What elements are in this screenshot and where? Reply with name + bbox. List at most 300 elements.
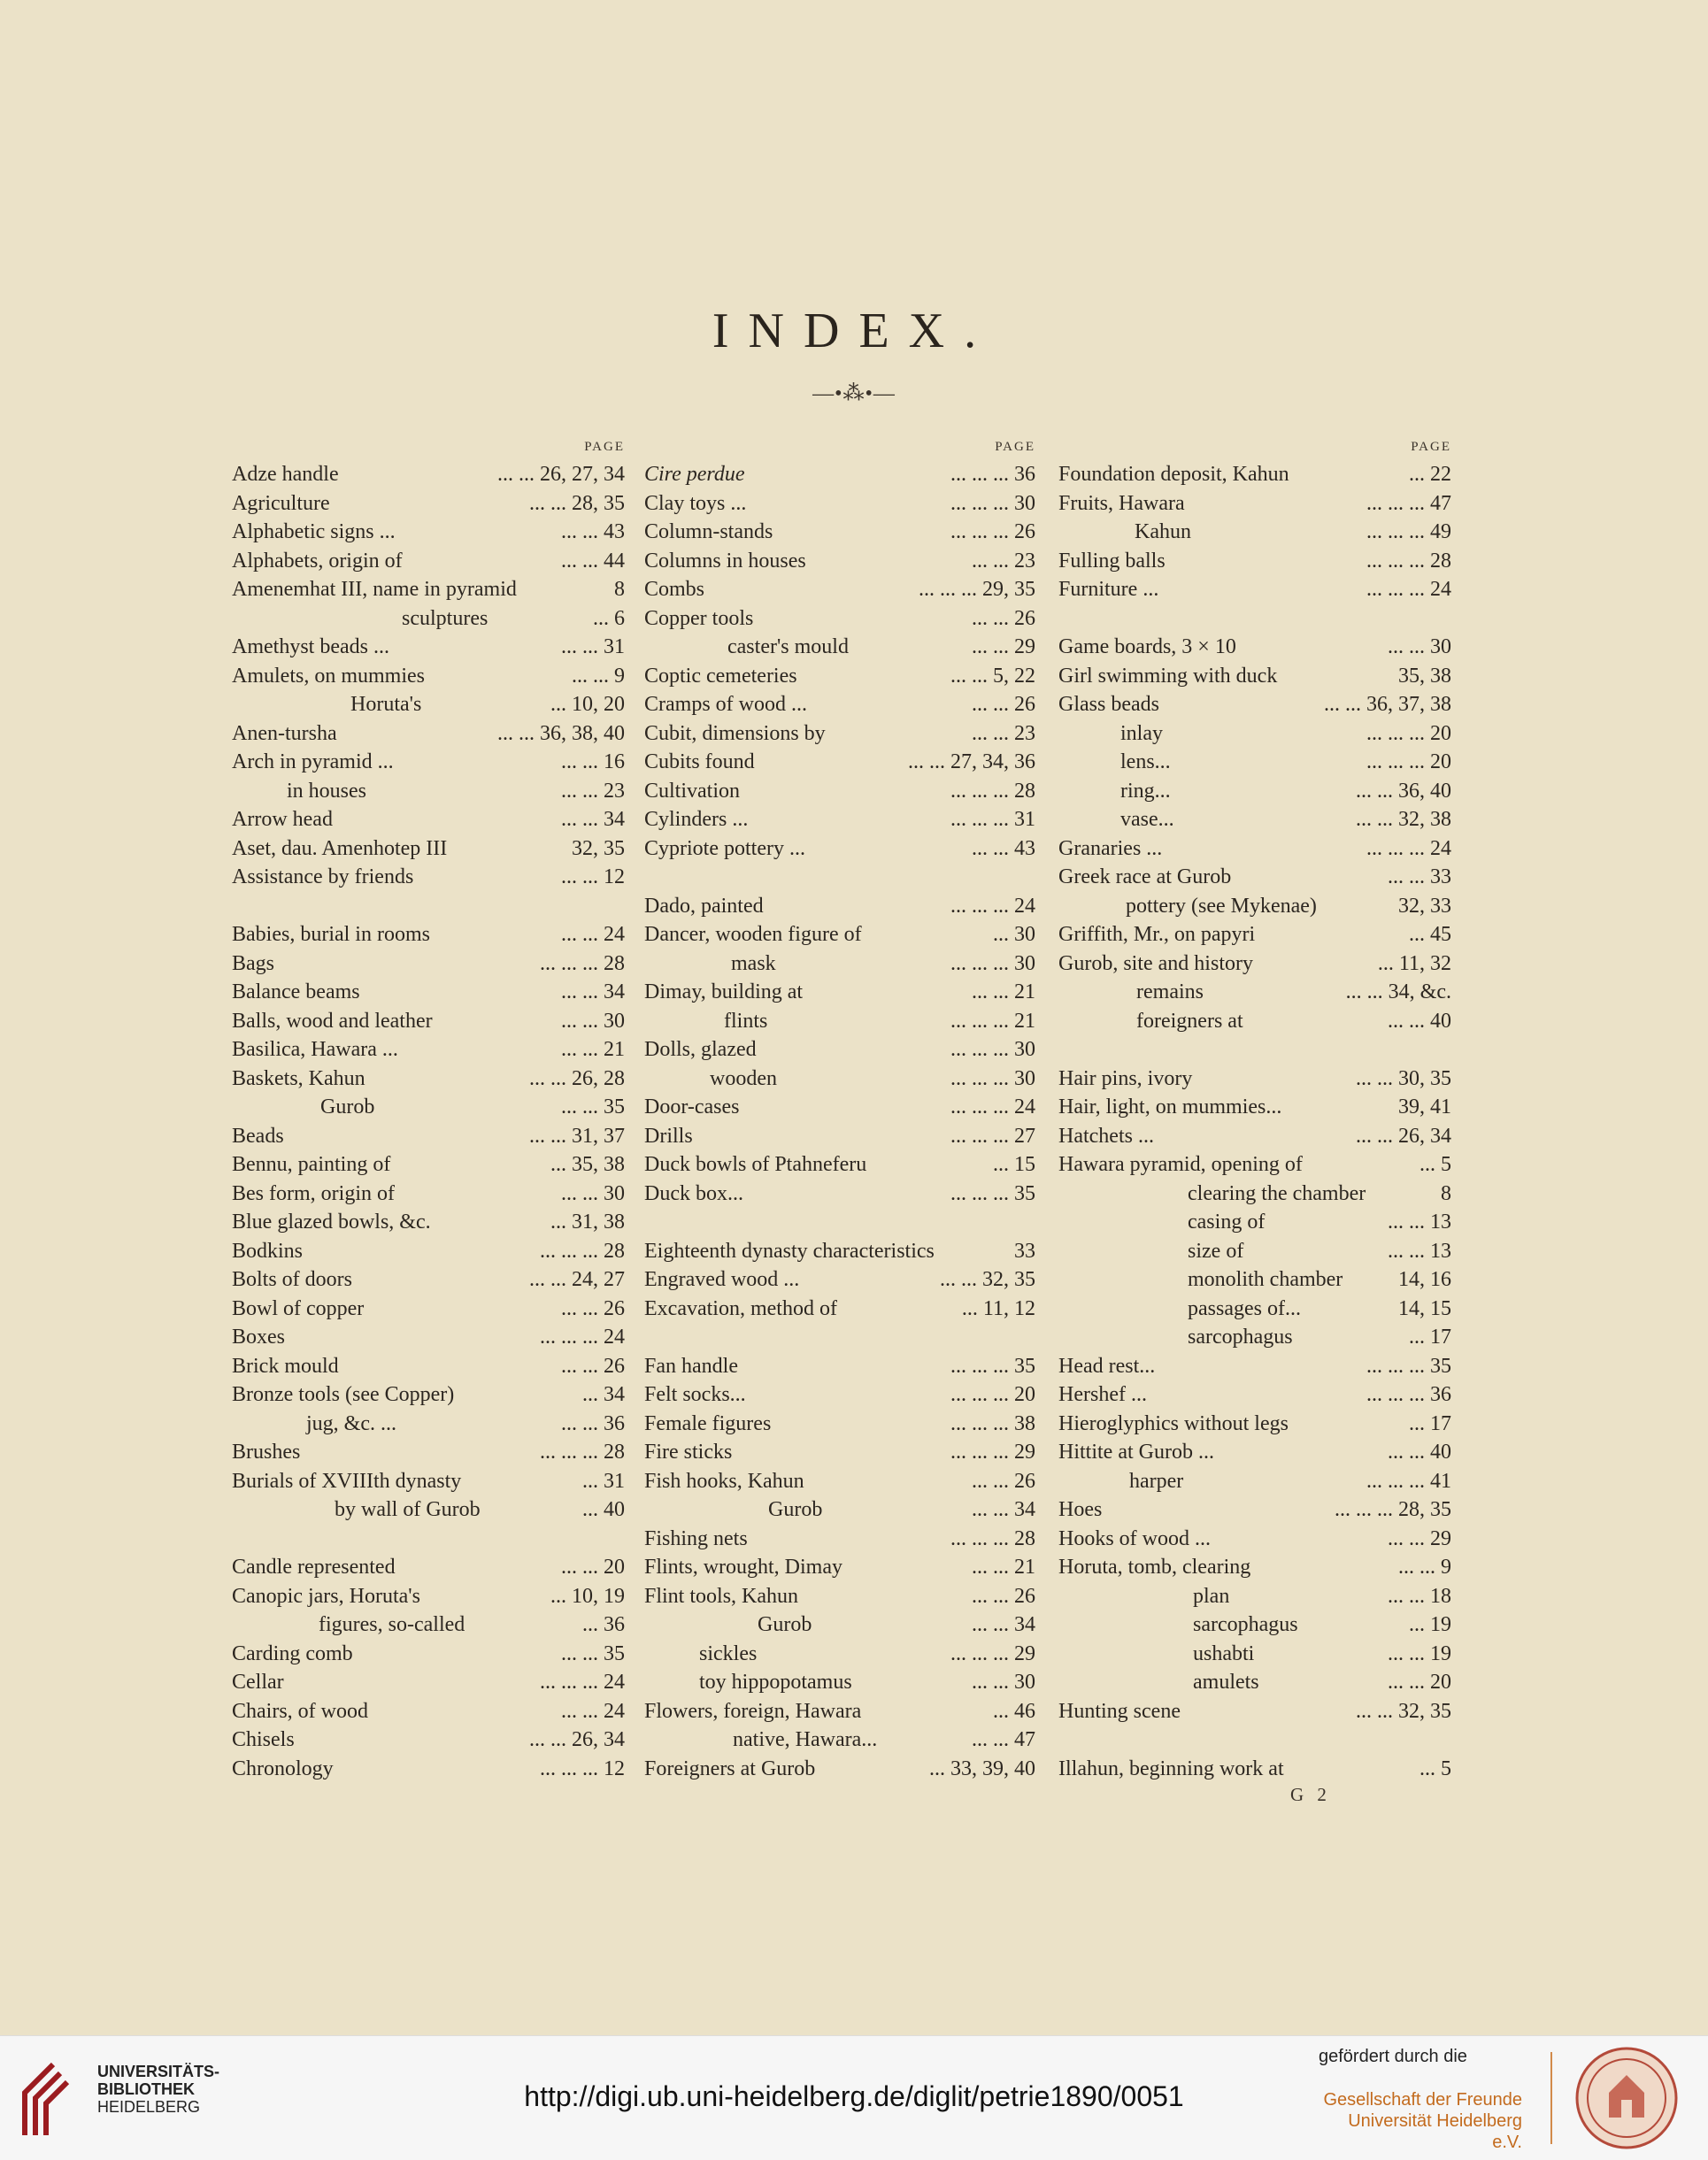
index-entry [232,1093,625,1122]
index-entry [1058,690,1451,719]
index-term: Combs [644,578,705,601]
index-term: vase... [1120,808,1174,831]
index-term: Amulets, on mummies [232,664,425,688]
index-entry [1058,1237,1451,1266]
index-page-numbers: 32, 35 [572,836,625,860]
index-page-numbers: ... ... 26 [972,1584,1035,1608]
index-entry [232,1295,625,1324]
index-term: size of [1188,1239,1244,1263]
index-term: Hunting scene [1058,1699,1181,1723]
index-term: Bolts of doors [232,1268,353,1291]
index-page-numbers: ... ... 26, 27, 34 [497,463,625,486]
index-page-numbers: ... ... 44 [561,549,625,573]
index-entry [232,1237,625,1266]
index-entry [232,690,625,719]
index-page-numbers: ... ... 18 [1388,1584,1451,1608]
index-spacer [644,1208,1035,1237]
index-page-numbers: ... ... 23 [972,549,1035,573]
index-term: Gurob, site and history [1058,951,1253,975]
index-entry [644,1553,1035,1582]
index-term: Balls, wood and leather [232,1009,433,1033]
document-url-link[interactable]: http://digi.ub.uni-heidelberg.de/diglit/petrie1890/0051 [524,2080,1184,2112]
index-entry [232,633,625,662]
index-term: clearing the chamber [1188,1181,1366,1205]
index-page-numbers: ... ... 23 [561,779,625,803]
index-entry [1058,1208,1451,1237]
index-term: Drills [644,1124,693,1148]
index-entry [232,1323,625,1352]
index-page-numbers: ... ... 31 [561,635,625,658]
index-term: Door-cases [644,1095,740,1118]
index-term: Fruits, Hawara [1058,491,1185,515]
index-page-numbers: ... ... ... 36 [1366,1383,1451,1406]
index-page-numbers: ... ... 36, 37, 38 [1324,693,1451,716]
index-term: Beads [232,1124,284,1148]
index-entry [1058,1380,1451,1410]
index-page-numbers: ... ... ... 30 [950,951,1035,975]
index-spacer [1058,1035,1451,1065]
index-entry [644,1065,1035,1094]
index-page-numbers: ... ... ... 28 [950,779,1035,803]
index-entry [232,1640,625,1669]
index-entry [232,978,625,1007]
index-page-numbers: ... ... ... 29, 35 [919,578,1035,601]
society-name-line2: Universität Heidelberg e.V. [1348,2111,1522,2152]
index-term: amulets [1193,1671,1259,1694]
index-page-numbers: ... ... 26 [972,606,1035,630]
index-term: inlay [1120,721,1163,745]
index-page-numbers: ... 10, 19 [550,1584,625,1608]
index-term: native, Hawara... [733,1728,878,1751]
index-entry [1058,1352,1451,1381]
index-page-numbers: ... ... 21 [972,1556,1035,1579]
index-term: Felt socks... [644,1383,746,1406]
index-entry [232,460,625,489]
index-term: Granaries ... [1058,836,1163,860]
index-term: Glass beads [1058,693,1159,716]
index-page-numbers: ... ... 36, 38, 40 [497,721,625,745]
index-page-numbers: ... ... 43 [972,836,1035,860]
index-entry [232,777,625,806]
index-term: Coptic cemeteries [644,664,797,688]
index-page-numbers: ... ... 31, 37 [529,1124,625,1148]
index-term: Clay toys ... [644,491,747,515]
index-page-numbers: ... ... 35 [561,1641,625,1665]
index-term: Babies, burial in rooms [232,923,430,946]
index-term: mask [731,951,776,975]
library-name-line3: HEIDELBERG [97,2098,201,2116]
index-page-numbers: ... 17 [1409,1326,1451,1349]
index-entry [644,978,1035,1007]
index-term: Column-stands [644,520,773,543]
index-page-numbers: ... 22 [1409,463,1451,486]
index-page-numbers: ... ... 27, 34, 36 [908,750,1035,773]
index-page-numbers: ... ... 30, 35 [1356,1066,1451,1090]
index-entries [1058,460,1451,1783]
index-entry [644,1697,1035,1726]
index-column-2 [644,434,1035,1783]
index-term: Hoes [1058,1498,1103,1521]
index-term: Boxes [232,1326,285,1349]
index-term: Cylinders ... [644,808,749,831]
index-entry [1058,460,1451,489]
index-page-numbers: ... ... ... 26 [950,520,1035,543]
index-entry [1058,892,1451,921]
index-term: Bodkins [232,1239,304,1263]
index-entry [232,834,625,864]
index-entry [1058,1610,1451,1640]
index-entry [644,1237,1035,1266]
index-page-numbers: ... 45 [1409,923,1451,946]
index-term: sculptures [402,606,489,630]
index-entry [644,719,1035,749]
index-page-numbers: ... ... 40 [1388,1441,1451,1464]
index-term: Bennu, painting of [232,1153,391,1176]
index-term: sarcophagus [1188,1326,1293,1349]
index-entry [644,1668,1035,1697]
index-entry [644,1093,1035,1122]
index-term: jug, &c. ... [306,1411,396,1435]
index-page-numbers: ... ... 32, 35 [1356,1699,1451,1723]
index-page-numbers: ... ... 29 [1388,1526,1451,1550]
index-term: casing of [1188,1211,1266,1234]
page-title: INDEX. [712,304,996,358]
index-entry [644,1726,1035,1755]
index-page-numbers: ... ... 5, 22 [950,664,1035,688]
index-entry [1058,662,1451,691]
index-term: Engraved wood ... [644,1268,800,1291]
index-entry [232,1553,625,1582]
index-page-numbers: ... ... 9 [1398,1556,1451,1579]
index-page-numbers: ... ... 34 [972,1613,1035,1636]
index-entry [232,863,625,892]
index-page-numbers: ... ... 34 [561,980,625,1003]
index-page-numbers: ... ... 34 [972,1498,1035,1521]
index-page-numbers: ... 11, 12 [961,1296,1035,1320]
index-entry [232,662,625,691]
index-entry [1058,1668,1451,1697]
index-term: harper [1129,1469,1184,1493]
index-term: Dado, painted [644,894,764,918]
title-ornament: —•⁂•— [812,382,896,405]
index-page-numbers: ... ... 32, 38 [1356,808,1451,831]
index-term: toy hippopotamus [699,1671,852,1694]
index-entry [232,575,625,604]
index-entry [644,949,1035,979]
index-term: Furniture ... [1058,578,1159,601]
index-term: Candle represented [232,1556,396,1579]
index-page-numbers: ... 46 [993,1699,1035,1723]
index-term: Baskets, Kahun [232,1066,365,1090]
index-term: Excavation, method of [644,1296,837,1320]
index-term: Dolls, glazed [644,1038,757,1061]
index-page-numbers: ... ... 13 [1388,1239,1451,1263]
index-entry [1058,1150,1451,1180]
index-page-numbers: ... ... ... 31 [950,808,1035,831]
index-term: plan [1193,1584,1230,1608]
index-page-numbers: ... ... ... 29 [950,1641,1035,1665]
index-page-numbers: ... ... 24, 27 [529,1268,625,1291]
index-page-numbers: ... ... ... 24 [1366,578,1451,601]
index-entry [644,920,1035,949]
index-term: Cypriote pottery ... [644,836,805,860]
index-term: in houses [287,779,366,803]
index-page-numbers: 39, 41 [1398,1095,1451,1118]
index-term: Gurob [768,1498,823,1521]
index-page-numbers: ... ... 34, &c. [1345,980,1451,1003]
index-page-numbers: ... ... 12 [561,865,625,888]
index-page-numbers: ... ... ... 35 [1366,1354,1451,1378]
index-entry [232,1755,625,1784]
index-page-numbers: ... ... 26, 34 [529,1728,625,1751]
index-spacer [644,1323,1035,1352]
index-entry [644,1180,1035,1209]
index-entry [1058,1295,1451,1324]
index-page-numbers: 8 [1441,1181,1451,1205]
index-page-numbers: ... ... 40 [1388,1009,1451,1033]
index-term: Amenemhat III, name in pyramid [232,578,517,601]
index-page-numbers: ... ... ... 24 [950,1095,1035,1118]
index-entry [1058,863,1451,892]
index-page-numbers: ... 30 [993,923,1035,946]
index-page-numbers: ... ... ... 36 [950,463,1035,486]
index-entry [1058,1323,1451,1352]
index-page-numbers: ... ... 34 [561,808,625,831]
page-column-header: PAGE [1411,440,1451,454]
index-page-numbers: ... ... 36 [561,1411,625,1435]
index-entry [232,604,625,634]
index-entry [644,892,1035,921]
index-entry [1058,1467,1451,1496]
index-page-numbers: ... ... 35 [561,1095,625,1118]
index-term: Hair, light, on mummies... [1058,1095,1282,1118]
index-term: wooden [710,1066,777,1090]
index-term: Gurob [758,1613,812,1636]
index-term: Amethyst beads ... [232,635,389,658]
index-term: Basilica, Hawara ... [232,1038,398,1061]
index-entry [644,1582,1035,1611]
index-page-numbers: ... 33, 39, 40 [929,1756,1035,1780]
index-page-numbers: ... ... 26, 34 [1356,1124,1451,1148]
index-page-numbers: ... 17 [1409,1411,1451,1435]
index-term: Burials of XVIIIth dynasty [232,1469,462,1493]
index-term: Female figures [644,1411,772,1435]
index-page-numbers: ... 31 [582,1469,625,1493]
index-entry [1058,1553,1451,1582]
index-entry [644,834,1035,864]
index-entry [644,1755,1035,1784]
index-entry [644,460,1035,489]
index-term: Cramps of wood ... [644,693,807,716]
index-page-numbers: ... ... 30 [972,1671,1035,1694]
index-term: ring... [1120,779,1171,803]
index-entry [644,604,1035,634]
society-name-line1: Gesellschaft der Freunde [1323,2090,1522,2110]
index-entry [1058,1093,1451,1122]
index-term: Fish hooks, Kahun [644,1469,804,1493]
index-term: Fan handle [644,1354,738,1378]
index-entry [644,662,1035,691]
index-page-numbers: ... 31, 38 [550,1211,625,1234]
index-page-numbers: ... ... 26 [972,1469,1035,1493]
index-term: ushabti [1193,1641,1255,1665]
index-term: Game boards, 3 × 10 [1058,635,1236,658]
index-entry [232,1352,625,1381]
index-entry [1058,1265,1451,1295]
index-page-numbers: ... ... ... 28 [540,1441,625,1464]
index-page-numbers: ... ... ... 20 [1366,721,1451,745]
university-seal-icon [1573,2045,1680,2151]
index-spacer [644,863,1035,892]
index-term: Bes form, origin of [232,1181,395,1205]
index-page-numbers: ... 19 [1409,1613,1451,1636]
index-term: Dimay, building at [644,980,804,1003]
index-page-numbers: ... 34 [582,1383,625,1406]
index-term: Hittite at Gurob ... [1058,1441,1214,1464]
index-term: Fire sticks [644,1441,733,1464]
index-term: Flints, wrought, Dimay [644,1556,843,1579]
index-term: Cire perdue [644,463,745,486]
index-page-numbers: ... ... ... 20 [950,1383,1035,1406]
index-term: Bronze tools (see Copper) [232,1383,455,1406]
index-term: Alphabetic signs ... [232,520,396,543]
index-page-numbers: ... ... ... 20 [1366,750,1451,773]
index-entry [1058,575,1451,604]
index-term: Griffith, Mr., on papyri [1058,923,1256,946]
index-term: flints [724,1009,768,1033]
index-entry [644,1265,1035,1295]
index-page-numbers: ... ... ... 30 [950,491,1035,515]
index-term: Anen-tursha [232,721,337,745]
index-entry [1058,547,1451,576]
index-entry [644,1438,1035,1467]
page-column-header: PAGE [995,440,1035,454]
index-entry [232,489,625,519]
index-entry [1058,1525,1451,1554]
index-entry [1058,1582,1451,1611]
index-entry [232,1265,625,1295]
index-entry [644,518,1035,547]
index-page-numbers: ... ... ... 35 [950,1181,1035,1205]
index-entry [232,1150,625,1180]
index-term: Bowl of copper [232,1296,365,1320]
index-term: caster's mould [727,635,849,658]
index-entry [644,1295,1035,1324]
index-term: Brick mould [232,1354,339,1378]
index-term: Hawara pyramid, opening of [1058,1153,1303,1176]
index-page-numbers: 35, 38 [1398,664,1451,688]
index-spacer [232,1525,625,1554]
index-spacer [1058,1726,1451,1755]
index-entry [232,518,625,547]
index-page-numbers: ... ... 28, 35 [529,491,625,515]
index-entry [232,1697,625,1726]
index-page-numbers: 33 [1014,1239,1035,1263]
index-entry [1058,633,1451,662]
index-entry [644,1640,1035,1669]
index-entry [1058,949,1451,979]
index-page-numbers: ... ... ... 49 [1366,520,1451,543]
index-page-numbers: ... ... 21 [561,1038,625,1061]
index-entry [644,1150,1035,1180]
page-column-header: PAGE [584,440,625,454]
index-entry [232,1065,625,1094]
index-entry [644,575,1035,604]
index-term: foreigners at [1136,1009,1243,1033]
index-entry [644,690,1035,719]
funded-by-label: gefördert durch die [1319,2047,1467,2066]
index-entry [1058,518,1451,547]
index-term: Horuta's [350,693,422,716]
index-page-numbers: ... 5 [1419,1756,1451,1780]
index-page-numbers: 14, 16 [1398,1268,1451,1291]
index-entry [1058,1180,1451,1209]
index-page-numbers: ... ... 24 [561,1699,625,1723]
index-term: Cellar [232,1671,284,1694]
index-entry [232,1582,625,1611]
index-entry [232,719,625,749]
index-page-numbers: ... ... 20 [561,1556,625,1579]
index-entries [232,460,625,1783]
index-term: Hooks of wood ... [1058,1526,1211,1550]
index-page-numbers: ... ... ... 30 [950,1066,1035,1090]
index-page-numbers: ... ... 47 [972,1728,1035,1751]
index-term: Blue glazed bowls, &c. [232,1211,431,1234]
index-page-numbers: 14, 15 [1398,1296,1451,1320]
index-term: Fishing nets [644,1526,748,1550]
index-page-numbers: ... ... 21 [972,980,1035,1003]
index-page-numbers: ... ... ... 28 [1366,549,1451,573]
index-entry [644,1035,1035,1065]
library-name-line2: BIBLIOTHEK [97,2080,195,2098]
index-entry [644,748,1035,777]
index-term: Balance beams [232,980,360,1003]
index-term: Chisels [232,1728,295,1751]
index-page-numbers: ... ... ... 35 [950,1354,1035,1378]
index-term: Assistance by friends [232,865,414,888]
index-page-numbers: 32, 33 [1398,894,1451,918]
index-page-numbers: ... ... 26 [561,1296,625,1320]
index-term: Hershef ... [1058,1383,1147,1406]
index-term: Fulling balls [1058,549,1166,573]
index-entry [644,547,1035,576]
index-entry [1058,748,1451,777]
index-entry [232,1726,625,1755]
index-term: Dancer, wooden figure of [644,923,862,946]
index-term: Canopic jars, Horuta's [232,1584,420,1608]
index-page-numbers: ... ... 26, 28 [529,1066,625,1090]
index-term: sarcophagus [1193,1613,1298,1636]
index-entry [644,1380,1035,1410]
index-page-numbers: ... ... ... 30 [950,1038,1035,1061]
index-term: sickles [699,1641,758,1665]
index-page-numbers: ... ... 13 [1388,1211,1451,1234]
index-term: Illahun, beginning work at [1058,1756,1284,1780]
index-page-numbers: ... ... 23 [972,721,1035,745]
index-term: Girl swimming with duck [1058,664,1278,688]
index-spacer [1058,604,1451,634]
index-entry [1058,1122,1451,1151]
index-term: passages of... [1188,1296,1301,1320]
index-term: Columns in houses [644,549,806,573]
index-page-numbers: ... ... ... 41 [1366,1469,1451,1493]
index-entry [1058,1410,1451,1439]
index-entry [232,547,625,576]
index-page-numbers: ... 40 [582,1498,625,1521]
index-page-numbers: ... 11, 32 [1377,951,1451,975]
index-entry [232,1467,625,1496]
index-entry [1058,1495,1451,1525]
